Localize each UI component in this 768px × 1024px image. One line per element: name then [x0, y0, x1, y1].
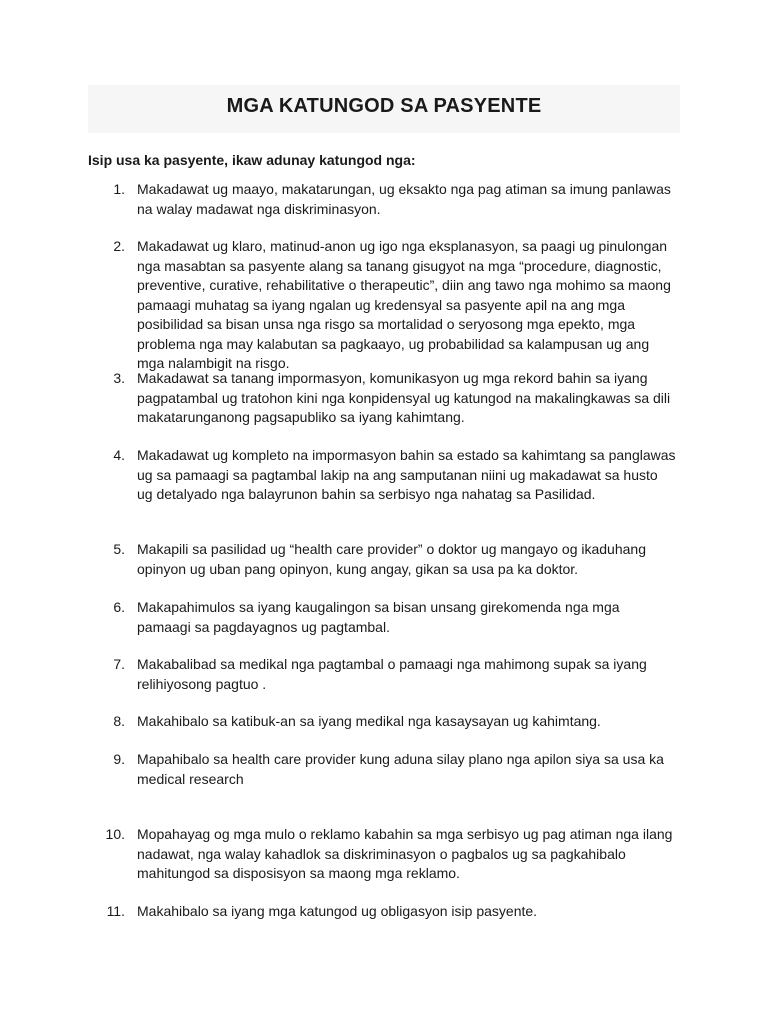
item-text: Makapahimulos sa iyang kaugalingon sa bisan unsang girekomenda nga mga pamaagi sa pagdayagnos ug pagtambal. — [137, 599, 620, 635]
item-text: Makadawat ug klaro, matinud-anon ug igo nga eksplanasyon, sa paagi ug pinulongan nga masabtan sa pasyente alang sa tanang gisugyot na mga “procedure, diagnostic, preventive, curative, rehabilitative o therapeutic”, diin ang tawo nga mohimo sa maong pamaagi muhatag sa iyang ngalan ug kredensyal sa pasyente apil na ang mga posibilidad sa bisan unsa nga risgo sa mortalidad o seryosong mga epekto, mga problema nga may kalabutan sa pagkaayo, ug probabilidad sa kalampusan ug ang mga nalambigit na risgo. — [137, 238, 671, 371]
intro-text: Isip usa ka pasyente, ikaw adunay katungod nga: — [88, 152, 416, 168]
item-text: Makahibalo sa katibuk-an sa iyang medikal nga kasaysayan ug kahimtang. — [137, 713, 601, 729]
item-number: 5. — [113, 541, 125, 557]
item-text: Makadawat ug maayo, makatarungan, ug eksakto nga pag atiman sa imung panlawas na walay madawat nga diskriminasyon. — [137, 181, 671, 217]
item-text: Makadawat sa tanang impormasyon, komunikasyon ug mga rekord bahin sa iyang pagpatambal ug tratohon kini nga konpidensyal ug katungod na makalingkawas sa dili makatarunganong pagsapubliko sa iyang kahimtang. — [137, 370, 671, 425]
item-number: 7. — [113, 656, 125, 672]
item-text: Mopahayag og mga mulo o reklamo kabahin sa mga serbisyo ug pag atiman nga ilang nadawat, nga walay kahadlok sa diskriminasyon o pagbalos ug sa pagkahibalo mahitungod sa disposisyon sa maong mga reklamo. — [137, 826, 673, 881]
item-text: Makadawat ug kompleto na impormasyon bahin sa estado sa kahimtang sa panglawas ug sa pamaagi sa pagtambal lakip na ang samputanan niini ug makadawat sa husto ug detalyado nga balayrunon bahin sa serbisyo nga nahatag sa Pasilidad. — [137, 447, 676, 502]
document-title: MGA KATUNGOD SA PASYENTE — [226, 95, 542, 117]
item-number: 2. — [113, 238, 125, 254]
item-number: 8. — [113, 713, 125, 729]
item-text: Mapahibalo sa health care provider kung aduna silay plano nga apilon siya sa usa ka medical research — [137, 751, 664, 787]
item-number: 6. — [113, 599, 125, 615]
item-number: 10. — [105, 826, 125, 842]
item-number: 1. — [113, 181, 125, 197]
item-text: Makapili sa pasilidad ug “health care provider” o doktor ug mangayo og ikaduhang opinyon ug uban pang opinyon, kung angay, gikan sa usa pa ka doktor. — [137, 541, 646, 577]
item-number: 9. — [113, 751, 125, 767]
item-text: Makahibalo sa iyang mga katungod ug obligasyon isip pasyente. — [137, 903, 538, 919]
item-number: 11. — [106, 903, 125, 919]
item-number: 4. — [113, 447, 125, 463]
item-number: 3. — [113, 370, 125, 386]
item-text: Makabalibad sa medikal nga pagtambal o pamaagi nga mahimong supak sa iyang relihiyosong pagtuo . — [137, 656, 647, 692]
title-band — [88, 85, 680, 133]
